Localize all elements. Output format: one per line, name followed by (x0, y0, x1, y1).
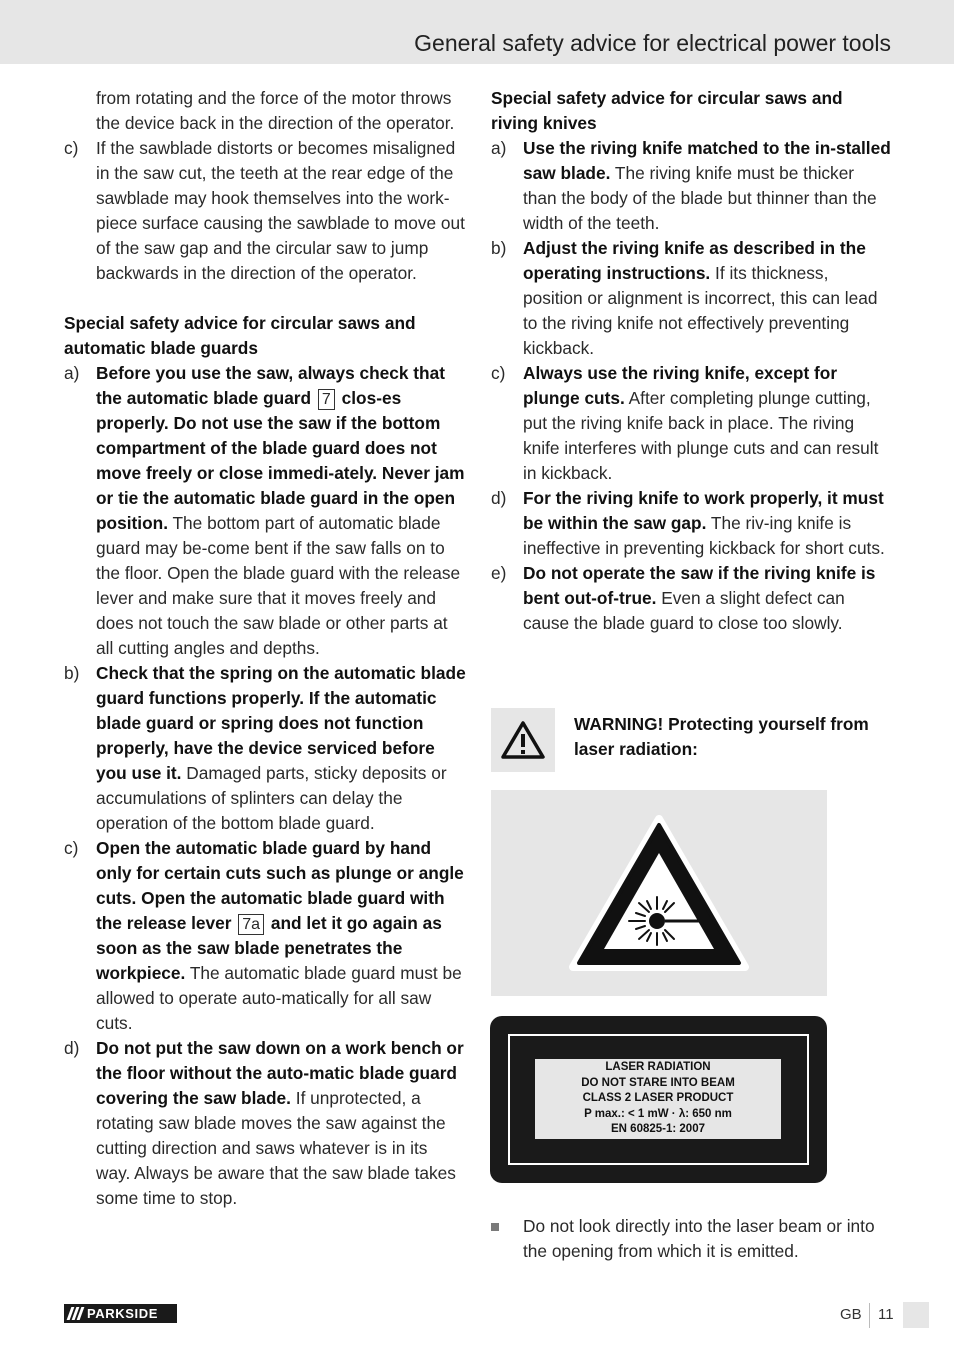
item-label: c) (64, 138, 79, 158)
list-item-b (491, 236, 891, 361)
item-bold-text: and let it go again as soon as the saw blade penetrates the workpiece. (96, 913, 442, 983)
item-label: c) (64, 838, 79, 858)
right-column (491, 86, 891, 636)
warning-triangle-icon (500, 720, 546, 760)
laser-label-line: LASER RADIATION (605, 1061, 711, 1074)
continued-text: from rotating and the force of the motor throws the device back in the direction of the operator. (96, 88, 455, 133)
page-header (0, 0, 954, 64)
laser-label-line: EN 60825-1: 2007 (611, 1123, 705, 1136)
laser-pictogram-panel (491, 790, 827, 996)
item-label: a) (491, 138, 507, 158)
item-bold-text: Before you use the saw, always check that the automatic blade guard (96, 363, 445, 408)
item-label: b) (491, 238, 507, 258)
item-label: a) (64, 363, 80, 383)
item-bold-text: clos-es properly. Do not use the saw if the bottom compartment of the blade guard does not move freely or close immedi-ately. Never jam or tie the automatic blade guard in the open position. (96, 388, 465, 533)
laser-label-plate (535, 1059, 781, 1139)
footer-divider (869, 1303, 870, 1328)
item-bold-text: Always use the riving knife, except for plunge cuts. (523, 363, 838, 408)
laser-label-line: DO NOT STARE INTO BEAM (581, 1076, 735, 1089)
page-tab-marker (903, 1302, 929, 1328)
list-item-d (64, 1036, 466, 1211)
item-text: The automatic blade guard must be allowed to operate auto-matically for all saw cuts. (96, 963, 462, 1033)
list-item-d (491, 486, 891, 561)
item-text: Even a slight defect can cause the blade guard to close too slowly. (523, 588, 845, 633)
warning-heading: WARNING! Protecting yourself from laser radiation: (574, 714, 869, 759)
list-item-c (64, 836, 466, 1036)
item-label: d) (491, 488, 507, 508)
item-bold-text: Adjust the riving knife as described in the operating instructions. (523, 238, 866, 283)
item-text: If its thickness, position or alignment is incorrect, this can lead to the riving knife not effectively preventing kickback. (523, 263, 878, 358)
list-item-b (64, 661, 466, 836)
item-text: Damaged parts, sticky deposits or accumulations of splinters can delay the operation of the bottom blade guard. (96, 763, 447, 833)
item-bold-text: Do not operate the saw if the riving knife is bent out-of-true. (523, 563, 876, 608)
warning-box (491, 708, 555, 772)
item-label: b) (64, 663, 80, 683)
part-reference: 7a (238, 914, 264, 935)
laser-warning-label (490, 1016, 827, 1183)
brand-logo (64, 1304, 177, 1323)
item-bold-text: Use the riving knife matched to the in-stalled saw blade. (523, 138, 891, 183)
bullet-text: Do not look directly into the laser beam or into the opening from which it is emitted. (523, 1216, 875, 1261)
item-label: d) (64, 1038, 80, 1058)
item-text: If unprotected, a rotating saw blade moves the saw against the cutting direction and saws whatever is in its way. Always be aware that the saw blade takes some time to stop. (96, 1088, 456, 1208)
laser-label-line: CLASS 2 LASER PRODUCT (582, 1092, 734, 1105)
brand-name: PARKSIDE (87, 1306, 159, 1321)
language-code: GB (840, 1306, 862, 1323)
item-text: The riv-ing knife is ineffective in preventing kickback for short cuts. (523, 513, 885, 558)
square-bullet-icon (491, 1214, 523, 1264)
item-text: If the sawblade distorts or becomes misaligned in the saw cut, the teeth at the rear edge of the sawblade may hook themselves into the work-piece surface causing the sawblade to move out of the saw gap and the circular saw to jump backwards in the direction of the operator. (96, 138, 465, 283)
laser-hazard-icon (569, 813, 749, 973)
item-bold-text: Do not put the saw down on a work bench or the floor without the auto-matic blade guard covering the saw blade. (96, 1038, 464, 1108)
item-text: After completing plunge cutting, put the riving knife back in place. The riving knife interferes with plunge cuts and can result in kickback. (523, 388, 879, 483)
item-bold-text: For the riving knife to work properly, it must be within the saw gap. (523, 488, 884, 533)
list-item-c (491, 361, 891, 486)
item-text: The riving knife must be thicker than the body of the blade but thinner than the width of the teeth. (523, 163, 877, 233)
list-item-a (64, 361, 466, 661)
section-heading-blade-guards: Special safety advice for circular saws and automatic blade guards (64, 313, 416, 358)
item-label: e) (491, 563, 507, 583)
bullet-item (491, 1214, 891, 1264)
left-column (64, 86, 466, 1211)
section-heading-riving-knives: Special safety advice for circular saws and riving knives (491, 88, 843, 133)
part-reference: 7 (318, 389, 335, 410)
list-item-a (491, 136, 891, 236)
item-label: c) (491, 363, 506, 383)
page-number: 11 (878, 1306, 894, 1323)
logo-stripes-icon (69, 1307, 82, 1320)
laser-label-line: P max.: < 1 mW · λ: 650 nm (584, 1107, 732, 1120)
list-item-c-intro (64, 136, 466, 286)
list-item-e (491, 561, 891, 636)
page-title: General safety advice for electrical power tools (414, 30, 891, 56)
item-bold-text: Check that the spring on the automatic blade guard functions properly. If the automatic blade guard or spring does not function properly, have the device serviced before you use it. (96, 663, 466, 783)
item-bold-text: Open the automatic blade guard by hand only for certain cuts such as plunge or angle cuts. Open the automatic blade guard with the release lever (96, 838, 464, 933)
item-text: The bottom part of automatic blade guard may be-come bent if the saw falls on to the floor. Open the blade guard with the release lever and make sure that it moves freely and does not touch the saw blade or other parts at all cutting angles and depths. (96, 513, 461, 658)
